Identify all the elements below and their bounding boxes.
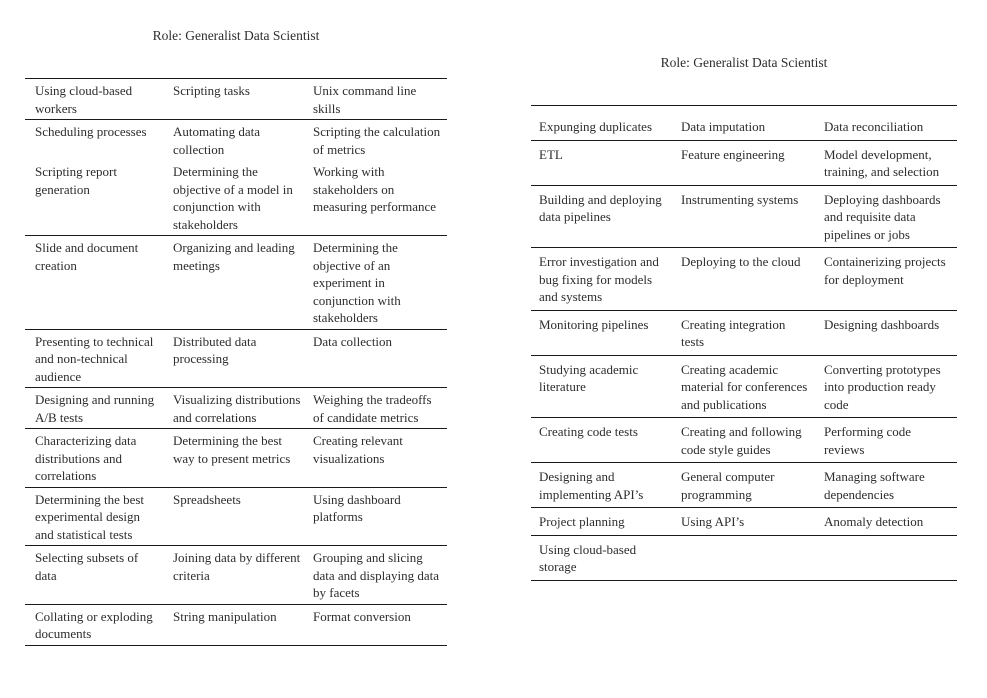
table-row — [531, 508, 957, 536]
left-page — [25, 28, 447, 646]
table-cell: Creating and following code style guides — [673, 418, 816, 463]
table-cell: Performing code reviews — [816, 418, 957, 463]
table-cell: Joining data by different criteria — [163, 546, 303, 605]
table-cell: Scripting report generation — [25, 160, 163, 236]
table-row — [25, 429, 447, 488]
table-cell: Monitoring pipelines — [531, 310, 673, 355]
table-row — [531, 310, 957, 355]
table-cell: Scheduling processes — [35, 124, 147, 139]
table-cell: Using cloud-based storage — [531, 535, 673, 580]
table-cell: Determining the objective of a model in conjunction with stakeholders — [163, 160, 303, 236]
table-cell: Scripting the calculation of metrics — [313, 124, 441, 157]
table-cell: Creating academic material for conferences and publications — [673, 355, 816, 418]
table-cell: Determining the best way to present metrics — [163, 429, 303, 488]
table-cell: Using API’s — [673, 508, 816, 536]
table-cell: Scripting tasks — [163, 79, 303, 120]
table-cell: Building and deploying data pipelines — [531, 185, 673, 248]
table-cell: Creating relevant visualizations — [303, 429, 447, 488]
table-cell: Organizing and leading meetings — [163, 236, 303, 330]
table-row — [531, 248, 957, 311]
table-row — [25, 604, 447, 645]
table-cell: General computer programming — [673, 463, 816, 508]
table-cell — [673, 535, 816, 580]
table-cell: Slide and document creation — [25, 236, 163, 330]
table-cell: Converting prototypes into production ready code — [816, 355, 957, 418]
table-cell: Collating or exploding documents — [25, 604, 163, 645]
table-cell: Distributed data processing — [163, 329, 303, 388]
table-cell — [816, 535, 957, 580]
table-cell: Format conversion — [303, 604, 447, 645]
table-cell: Selecting subsets of data — [25, 546, 163, 605]
table-row — [25, 79, 447, 120]
table-cell: Project planning — [531, 508, 673, 536]
table-row — [25, 487, 447, 546]
table-cell: Visualizing distributions and correlations — [163, 388, 303, 429]
table-cell: Error investigation and bug fixing for models and systems — [531, 248, 673, 311]
table-cell: Designing and running A/B tests — [25, 388, 163, 429]
table-row — [531, 355, 957, 418]
table-title: Role: Generalist Data Scientist — [152, 28, 320, 43]
table-row — [25, 388, 447, 429]
table-cell: Feature engineering — [673, 140, 816, 185]
table-cell: Using cloud-based workers — [25, 79, 163, 120]
table-cell: Spreadsheets — [163, 487, 303, 546]
table-cell: String manipulation — [163, 604, 303, 645]
table-cell: Model development, training, and selection — [816, 140, 957, 185]
table-row — [531, 535, 957, 580]
table-cell: Creating code tests — [531, 418, 673, 463]
table-cell: Automating data collection — [173, 124, 261, 157]
table-cell: Expunging duplicates — [531, 106, 673, 141]
skills-table-left — [25, 78, 447, 646]
table-row — [531, 418, 957, 463]
table-row — [531, 140, 957, 185]
table-cell: Containerizing projects for deployment — [816, 248, 957, 311]
table-title: Role: Generalist Data Scientist — [660, 55, 828, 70]
table-cell: Data collection — [303, 329, 447, 388]
table-cell: Determining the objective of an experiment in conjunction with stakeholders — [303, 236, 447, 330]
table-cell: Grouping and slicing data and displaying data by facets — [303, 546, 447, 605]
table-cell: Studying academic literature — [531, 355, 673, 418]
table-cell: Characterizing data distributions and correlations — [25, 429, 163, 488]
table-row — [25, 120, 447, 161]
table-row — [531, 463, 957, 508]
table-cell: Managing software dependencies — [816, 463, 957, 508]
table-cell: Designing dashboards — [816, 310, 957, 355]
right-page — [531, 55, 957, 581]
table-cell: Working with stakeholders on measuring performance — [303, 160, 447, 236]
table-cell: Data reconciliation — [816, 106, 957, 141]
table-cell: Presenting to technical and non-technical audience — [25, 329, 163, 388]
table-cell: Designing and implementing API’s — [531, 463, 673, 508]
table-row — [25, 329, 447, 388]
table-row — [25, 160, 447, 236]
table-row — [531, 106, 957, 141]
table-cell: Using dashboard platforms — [303, 487, 447, 546]
table-cell: Creating integration tests — [673, 310, 816, 355]
table-cell: ETL — [531, 140, 673, 185]
table-cell: Determining the best experimental design and statistical tests — [25, 487, 163, 546]
table-cell: Data imputation — [673, 106, 816, 141]
table-row — [25, 236, 447, 330]
table-row — [25, 546, 447, 605]
skills-table-right — [531, 105, 957, 581]
table-row — [531, 185, 957, 248]
table-cell: Deploying to the cloud — [673, 248, 816, 311]
table-cell: Instrumenting systems — [673, 185, 816, 248]
table-cell: Deploying dashboards and requisite data pipelines or jobs — [816, 185, 957, 248]
table-cell: Anomaly detection — [816, 508, 957, 536]
table-cell: Unix command line skills — [303, 79, 447, 120]
table-cell: Weighing the tradeoffs of candidate metrics — [303, 388, 447, 429]
